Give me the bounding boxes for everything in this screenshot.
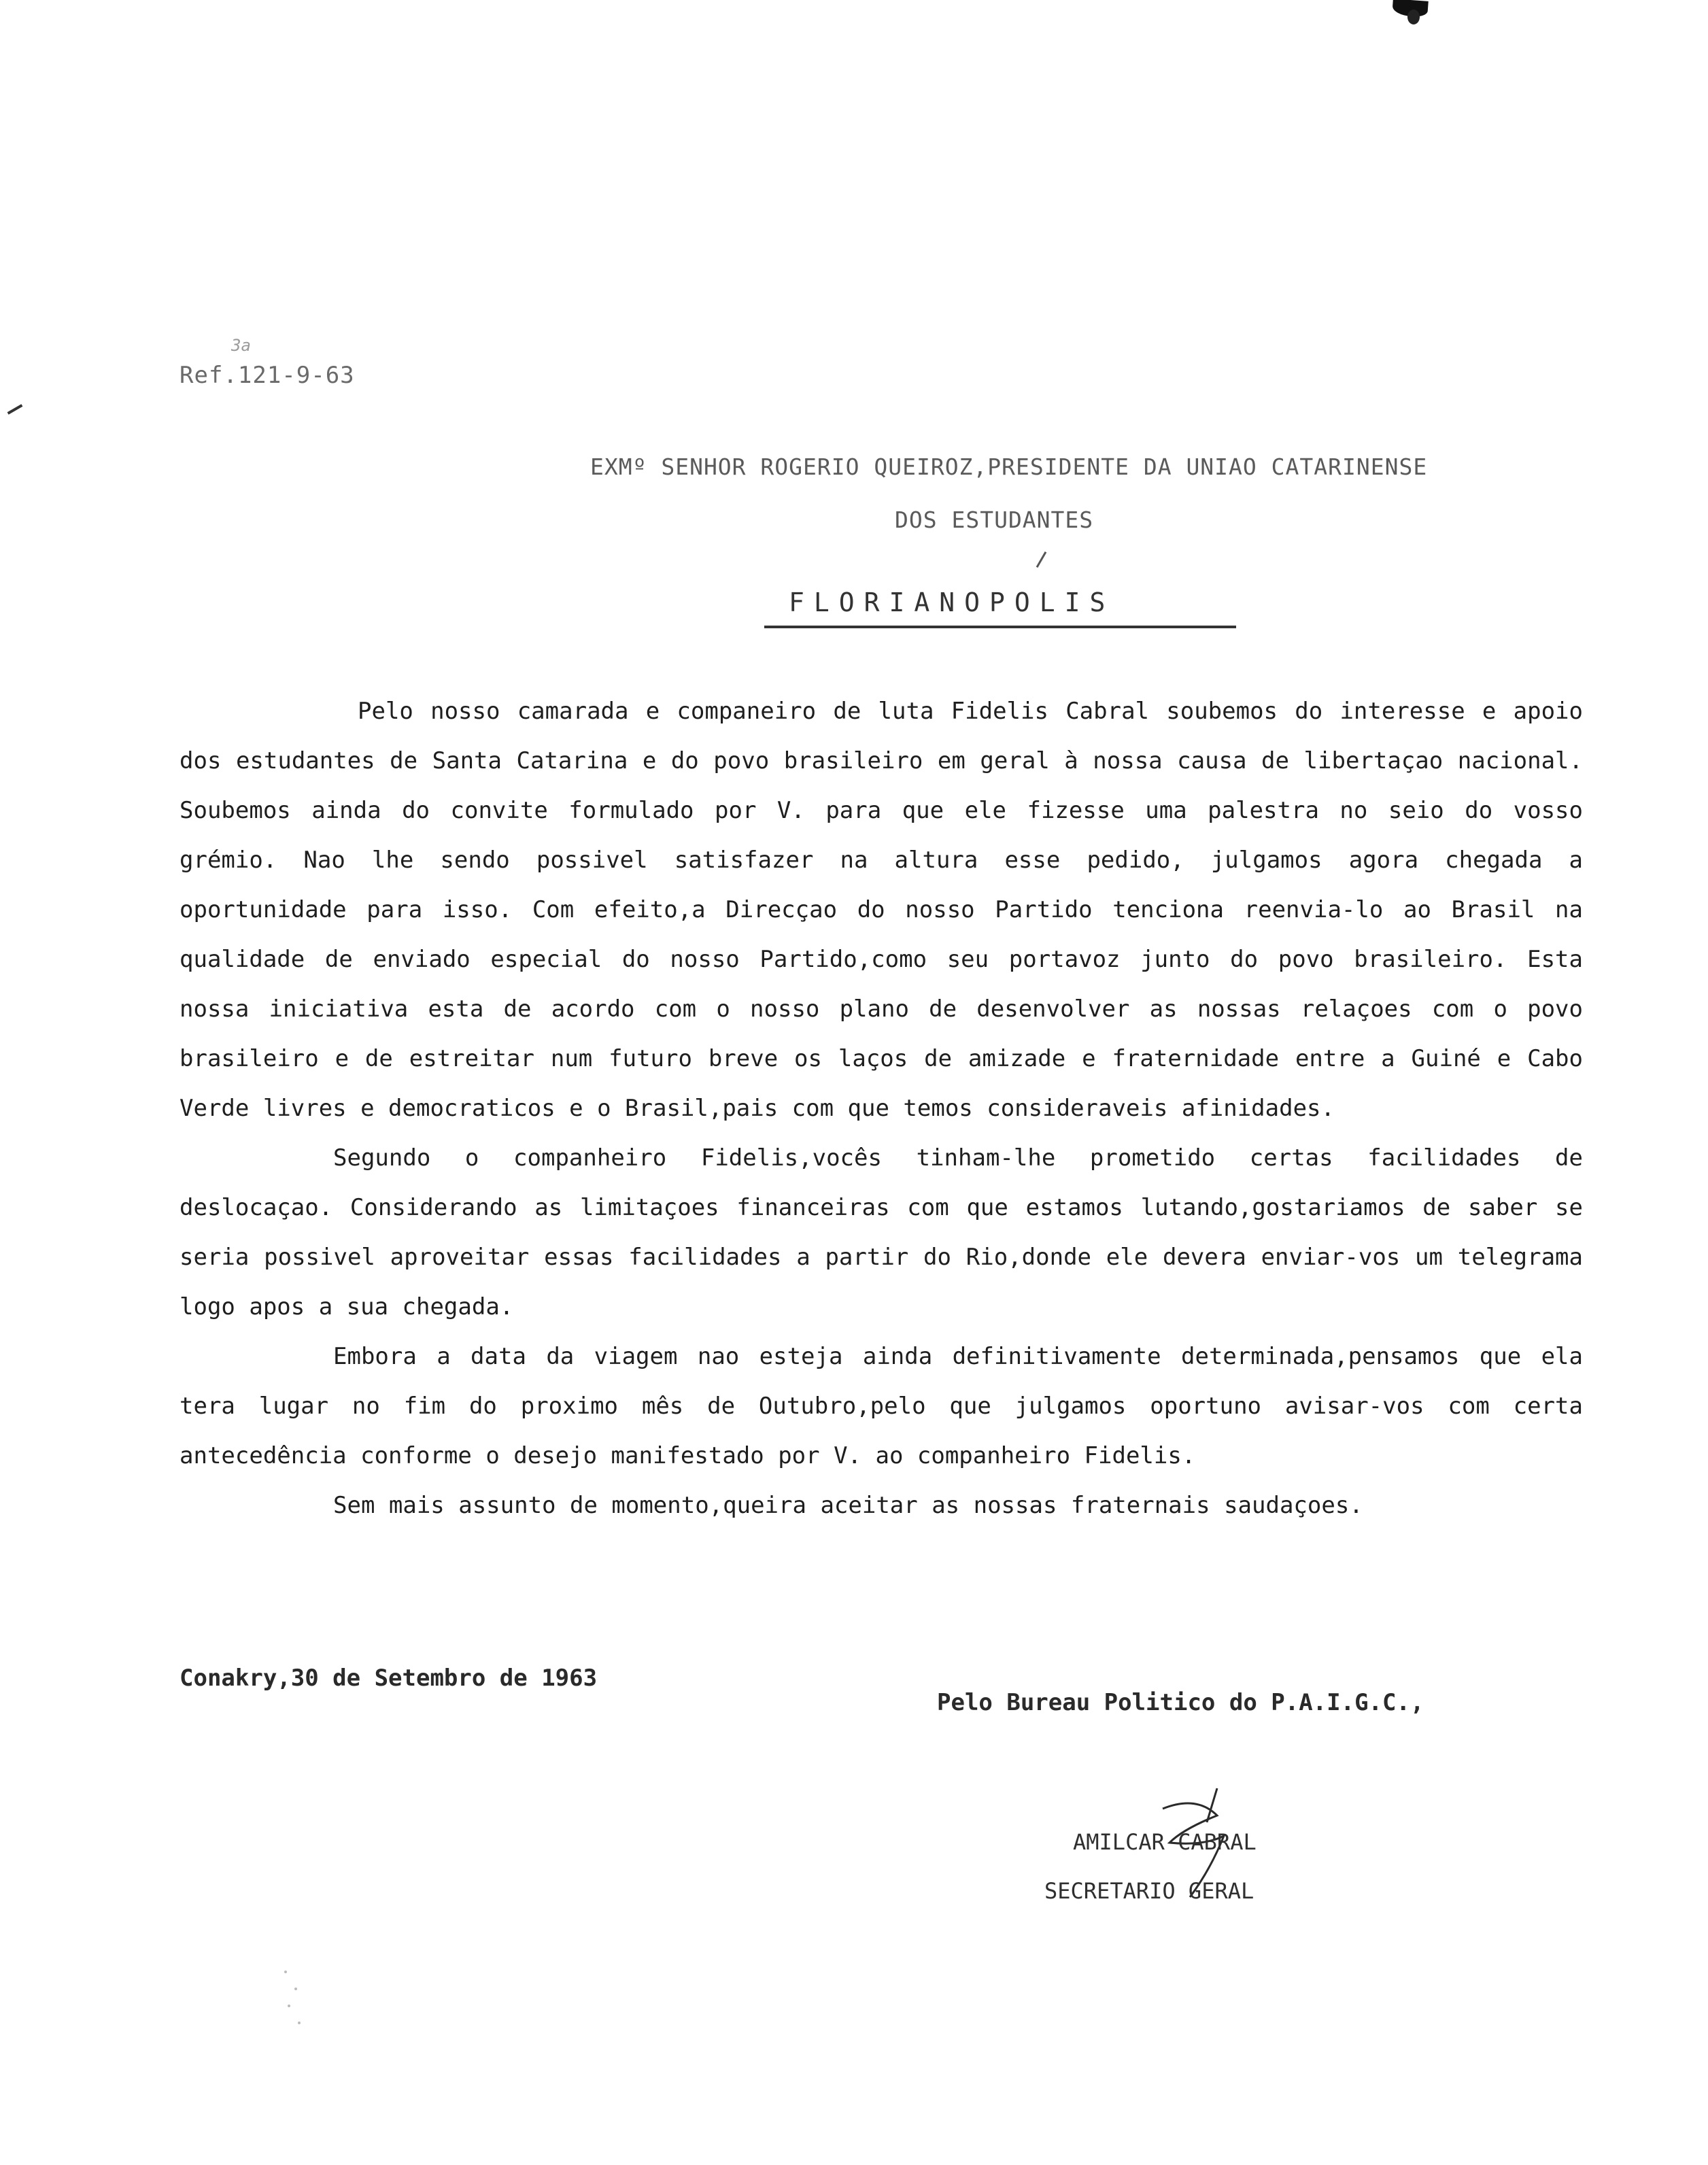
addressee-line: EXMº SENHOR ROGERIO QUEIROZ,PRESIDENTE DA UNIAO CATARINENSE (590, 454, 1428, 480)
bureau-line: Pelo Bureau Politico do P.A.I.G.C., (937, 1689, 1424, 1716)
body-paragraph: Pelo nosso camarada e companeiro de luta Fidelis Cabral soubemos do interesse e apoio dos estudantes de Santa Catarina e do povo brasileiro em geral à nossa causa de libertaçao nacional. Soubemos ainda do convite formulado por V. para que ele fizesse uma palestra no seio do vosso grémio. Nao lhe sendo possivel satisfazer na altura esse pedido, julgamos agora chegada a oportunidade para isso. Com efeito,a Direcçao do nosso Partido tenciona reenvia-lo ao Brasil na qualidade de enviado especial do nosso Partido,como seu portavoz junto do povo brasileiro. Esta nossa iniciativa esta de acordo com o nosso plano de desenvolver as nossas relaçoes com o povo brasileiro e de estreitar num futuro breve os laços de amizade e fraternidade entre a Guiné e Cabo Verde livres e democraticos e o Brasil,pais com que temos consideraveis afinidades. (180, 698, 1583, 1122)
faint-smudge (272, 1958, 326, 2040)
dateline: Conakry,30 de Setembro de 1963 (180, 1665, 598, 1692)
body-paragraph: Sem mais assunto de momento,queira aceitar as nossas fraternais saudaçoes. (333, 1492, 1363, 1519)
signer-title: SECRETARIO GERAL (1044, 1878, 1254, 1904)
stray-pen-mark (7, 404, 23, 414)
addressee-line: DOS ESTUDANTES (895, 507, 1094, 533)
reference-number: Ref.121-9-63 (180, 362, 355, 389)
addressee-block (590, 441, 1427, 547)
body-paragraph: Segundo o companheiro Fidelis,vocês tinham-lhe prometido certas facilidades de deslocaçao. Considerando as limitaçoes financeiras com que estamos lutando,gostariamos de saber se seria possivel aproveitar essas facilidades a partir do Rio,donde ele devera enviar-vos um telegrama logo apos a sua chegada. (180, 1144, 1583, 1320)
reference-handwritten-note: 3a (231, 336, 251, 355)
body-paragraph: Embora a data da viagem nao esteja ainda definitivamente determinada,pensamos que ela tera lugar no fim do proximo mês de Outubro,pelo que julgamos oportuno avisar-vos com certa antecedência conforme o desejo manifestado por V. ao companheiro Fidelis. (180, 1343, 1583, 1469)
destination-city: FLORIANOPOLIS (789, 587, 1115, 617)
ink-blot-mark (1407, 10, 1420, 24)
pen-tick-mark (1036, 551, 1047, 568)
letter-body (180, 687, 1583, 1531)
signer-name: AMILCAR CABRAL (1073, 1829, 1257, 1855)
city-underline (764, 626, 1236, 628)
